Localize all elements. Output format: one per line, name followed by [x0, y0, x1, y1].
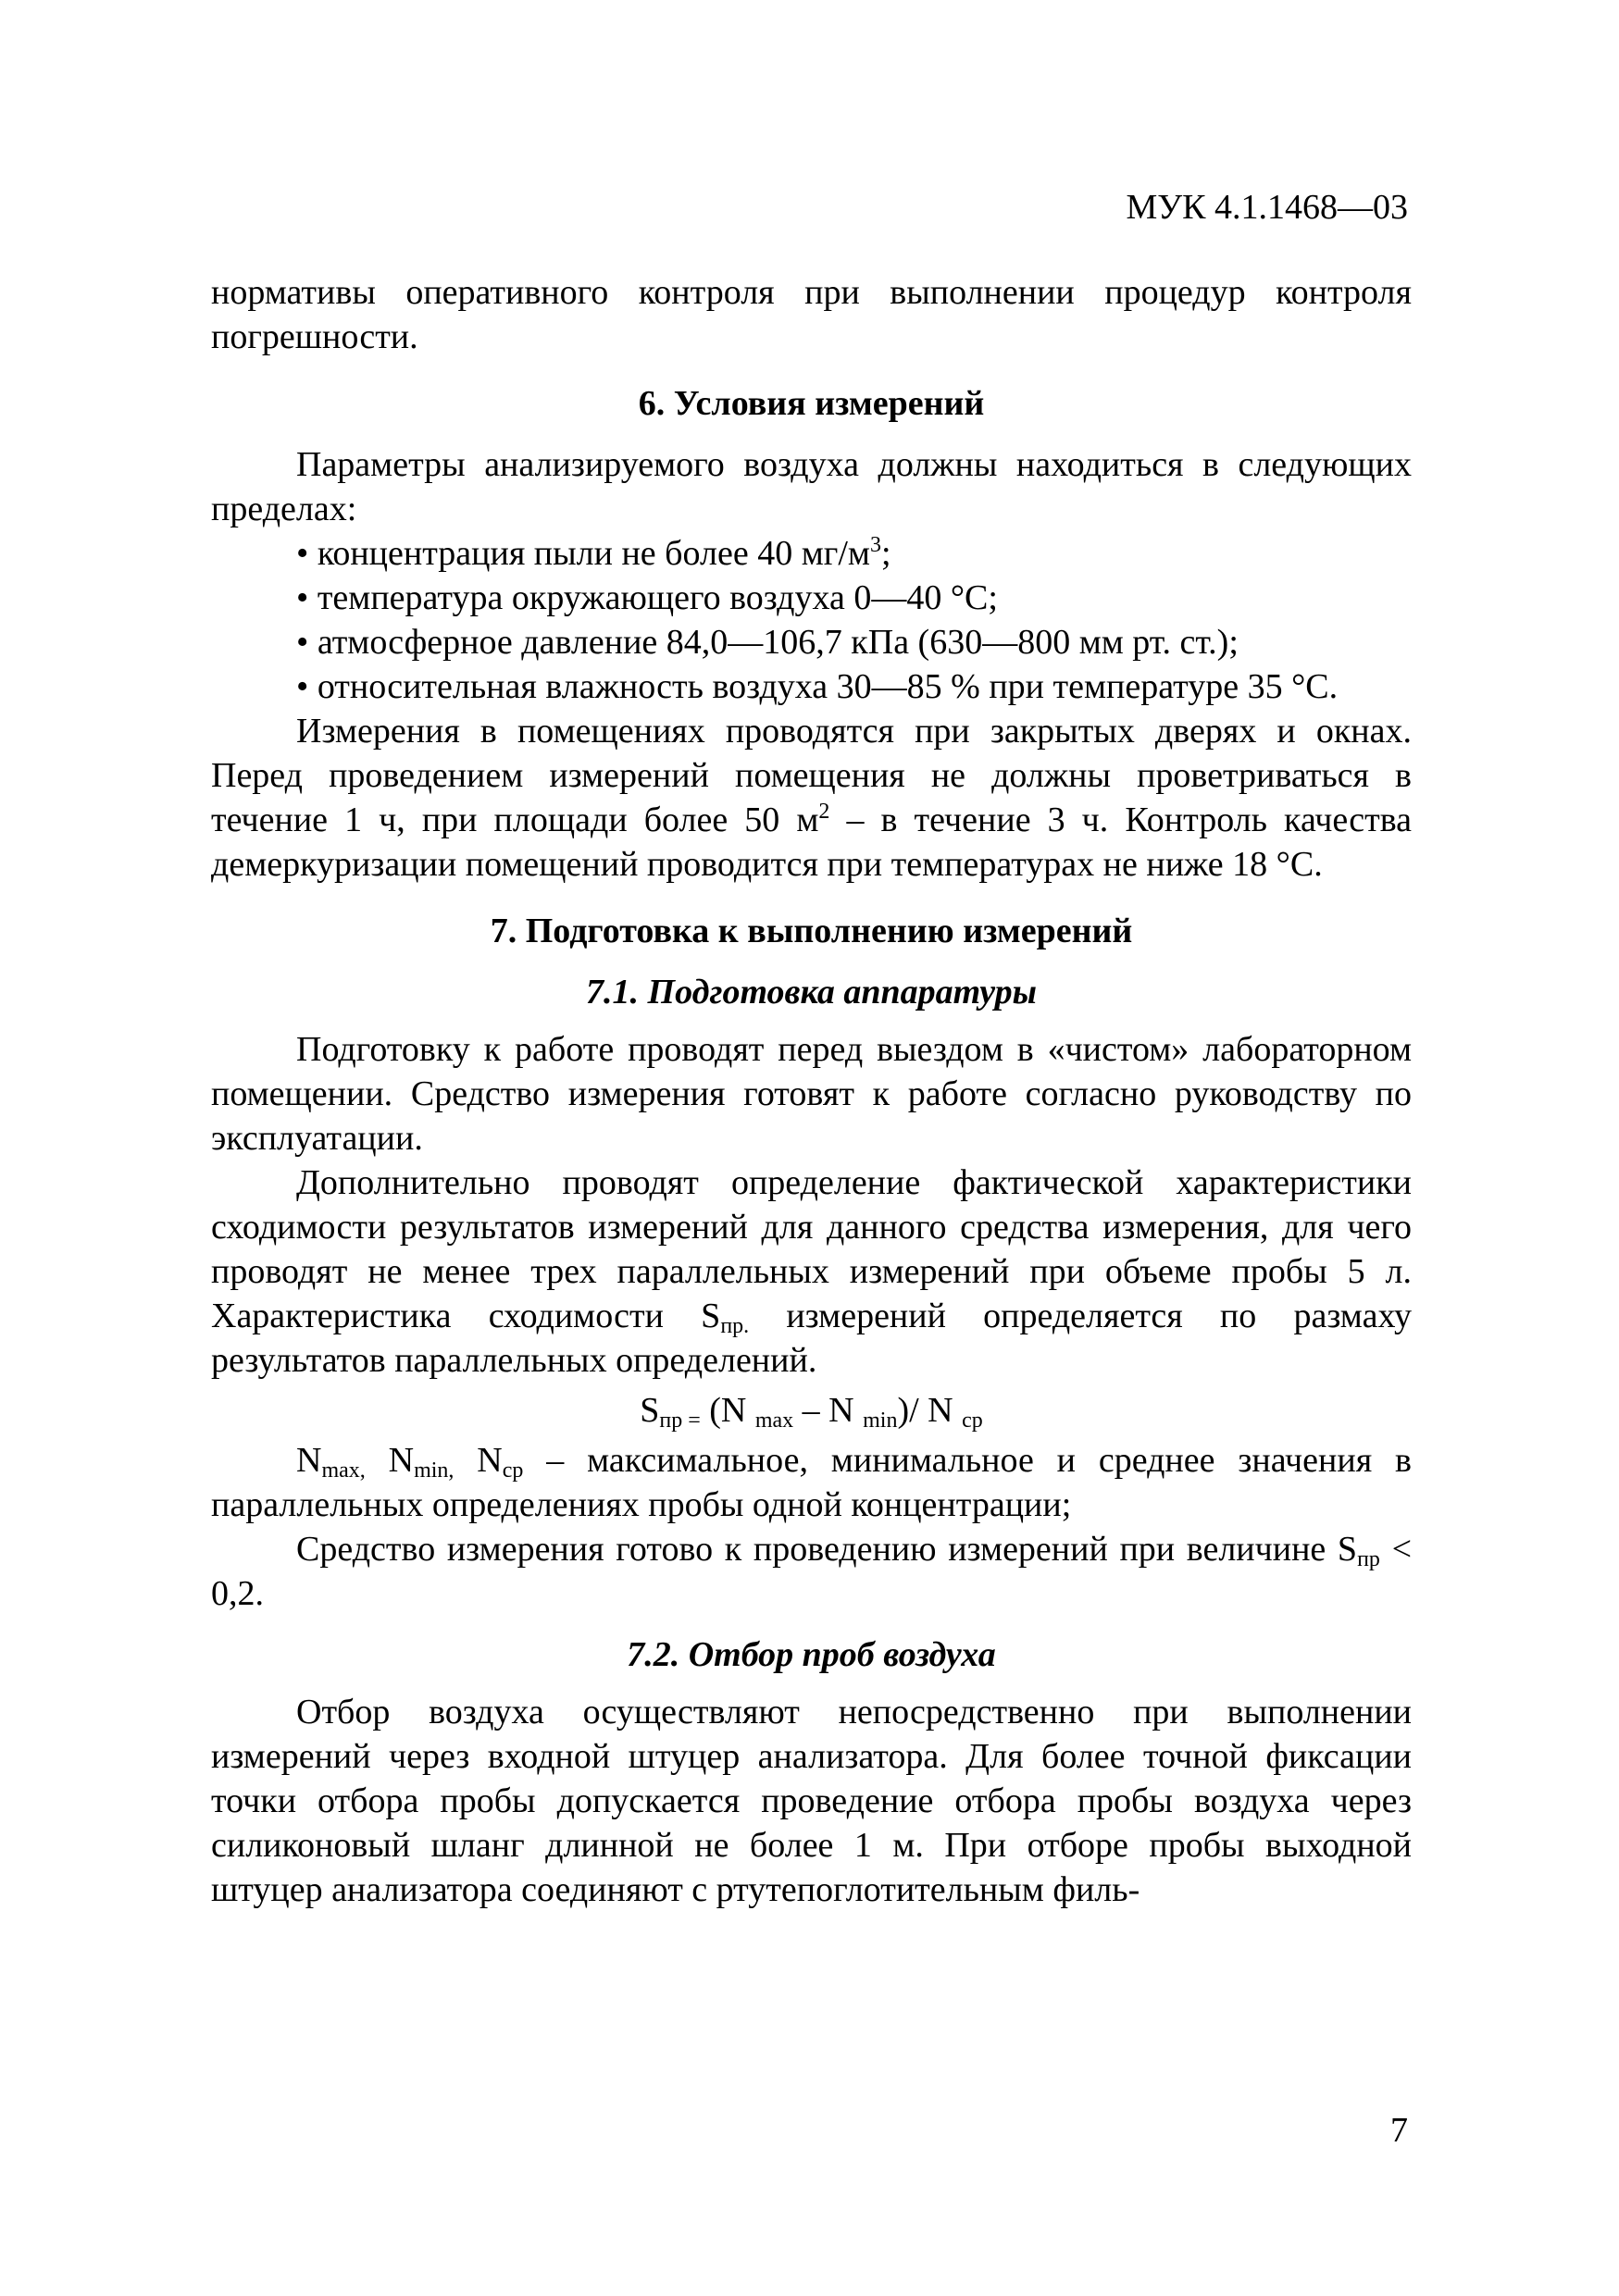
section-7-1-paragraph-2: Дополнительно проводят определение фактической характеристики сходимости результатов измерений для данного средства измерения, для чего проводят не менее трех параллельных измерений при объеме пробы 5 л. Характеристика сходимости $S_{пр.}$ измерений определяется по размаху результатов параллельных определений.	[211, 1163, 1412, 1380]
bullet-temperature: • температура окружающего воздуха 0—40 °С;	[296, 578, 998, 617]
bullet-humidity: • относительная влажность воздуха 30—85 % при температуре 35 °С.	[296, 667, 1339, 706]
section-7-heading: 7. Подготовка к выполнению измерений	[490, 912, 1133, 950]
subsection-7-2-heading: 7.2. Отбор проб воздуха	[627, 1635, 996, 1674]
bullet-icon: •	[296, 534, 309, 573]
section-6-heading: 6. Условия измерений	[638, 384, 985, 423]
section-7-2-paragraph: Отбор воздуха осуществляют непосредственно при выполнении измерений через входной штуцер анализатора. Для более точной фиксации точки отбора пробы допускается проведение отбора пробы воздуха через силиконовый шланг длинной не более 1 м. При отборе пробы выходной штуцер анализатора соединяют с ртутепоглотительным филь-	[211, 1693, 1412, 1909]
readiness-paragraph: Средство измерения готово к проведению измерений при величине $S_{пр} < 0,2$.	[211, 1530, 1412, 1613]
subsection-7-1-heading: 7.1. Подготовка аппаратуры	[586, 973, 1037, 1011]
section-6-lead: Параметры анализируемого воздуха должны находиться в следующих пределах:	[211, 445, 1412, 528]
section-6-paragraph-2: Измерения в помещениях проводятся при закрытых дверях и окнах. Перед проведением измерений помещения не должны проветриваться в течение 1 ч, при площади более 50 $м^2$ – в течение 3 ч. Контроль качества демеркуризации помещений проводится при температурах не ниже 18 °С.	[211, 712, 1412, 884]
bullet-icon: •	[296, 623, 309, 662]
bullet-icon: •	[296, 578, 309, 617]
formula-definitions: $N_{max,}$ $N_{min,}$ $N_{ср}$ – максимальное, минимальное и среднее значения в параллельных определениях пробы одной концентрации;	[211, 1441, 1412, 1524]
page-body	[211, 270, 1412, 1912]
bullet-icon: •	[296, 667, 309, 706]
section-7-1-paragraph-1: Подготовку к работе проводят перед выездом в «чистом» лабораторном помещении. Средство измерения готовят к работе согласно руководству по эксплуатации.	[211, 1030, 1412, 1158]
bullet-pressure: • атмосферное давление 84,0—106,7 кПа (630—800 мм рт. ст.);	[296, 623, 1239, 662]
page-number: 7	[1390, 2111, 1408, 2150]
bullet-dust: • концентрация пыли не более 40 $мг/м^3$;	[296, 533, 891, 573]
document-code-header: МУК 4.1.1468—03	[1126, 188, 1408, 227]
convergence-formula: $S_{пр =}$ (N $_{max}$ – N $_{min}$)/ N $_{ср}$	[640, 1391, 983, 1433]
intro-paragraph: нормативы оперативного контроля при выполнении процедур контроля погрешности.	[211, 273, 1412, 356]
